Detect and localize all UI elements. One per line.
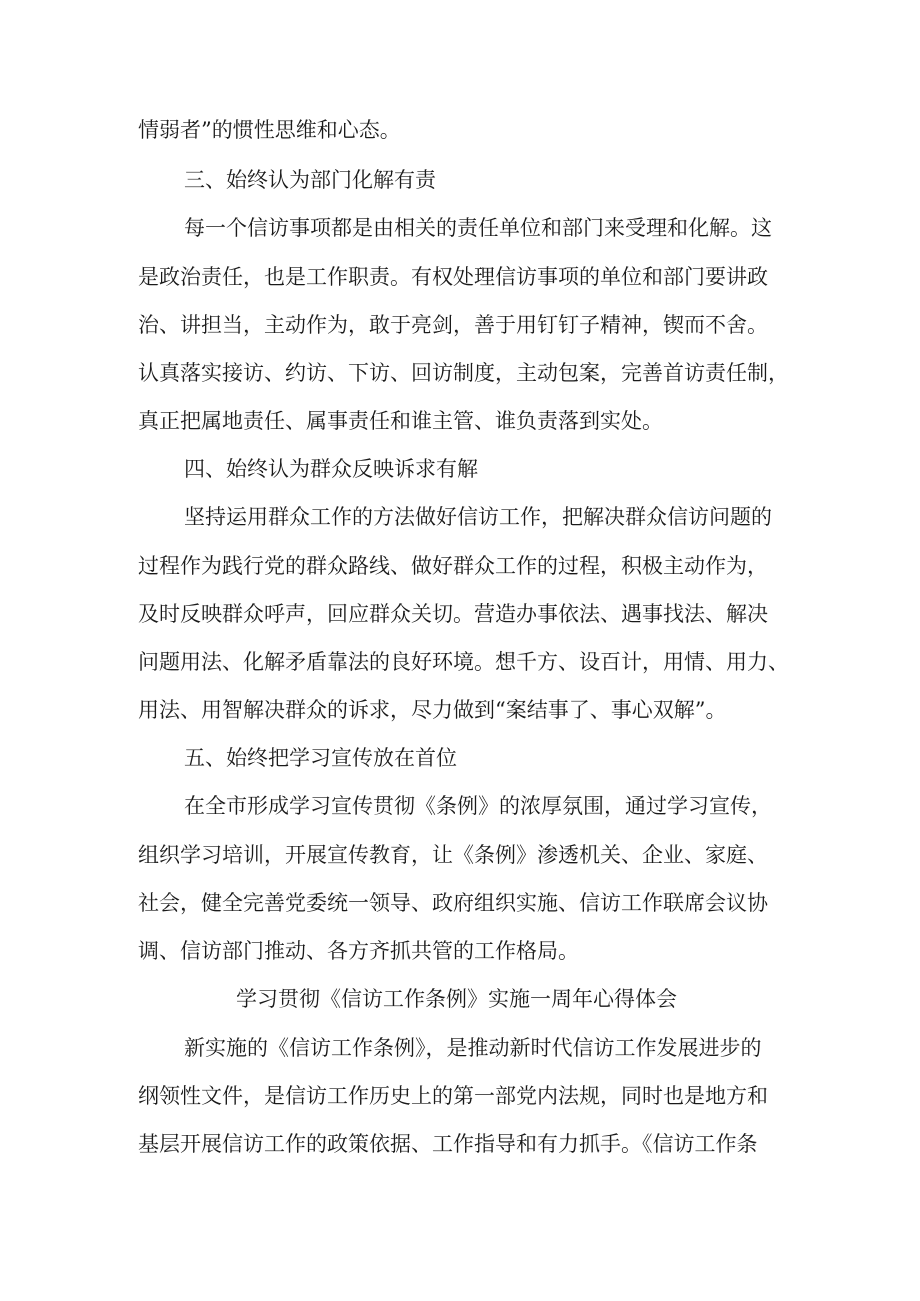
paragraph-line: 问题用法、化解矛盾靠法的良好环境。想千方、设百计，用情、用力、: [138, 650, 789, 674]
paragraph-line: 组织学习培训，开展宣传教育，让《条例》渗透机关、企业、家庭、: [138, 843, 768, 867]
paragraph-line: 过程作为践行党的群众路线、做好群众工作的过程，积极主动作为，: [138, 554, 768, 578]
paragraph-line: 治、讲担当，主动作为，敢于亮剑，善于用钉钉子精神，锲而不舍。: [138, 313, 768, 337]
section-heading-4: 四、始终认为群众反映诉求有解: [184, 457, 478, 481]
paragraph-line: 用法、用智解决群众的诉求，尽力做到“案结事了、事心双解”。: [138, 698, 727, 722]
paragraph-line: 认真落实接访、约访、下访、回访制度，主动包案，完善首访责任制，: [138, 361, 789, 385]
paragraph-line: 及时反映群众呼声，回应群众关切。营造办事依法、遇事找法、解决: [138, 602, 768, 626]
article-title: 学习贯彻《信访工作条例》实施一周年心得体会: [236, 987, 677, 1011]
section-heading-5: 五、始终把学习宣传放在首位: [184, 746, 457, 770]
section-heading-3: 三、始终认为部门化解有责: [184, 168, 436, 192]
paragraph-line: 纲领性文件，是信访工作历史上的第一部党内法规，同时也是地方和: [138, 1084, 768, 1108]
paragraph-line: 在全市形成学习宣传贯彻《条例》的浓厚氛围，通过学习宣传，: [184, 794, 772, 818]
paragraph-line: 真正把属地责任、属事责任和谁主管、谁负责落到实处。: [138, 409, 663, 433]
paragraph-line: 是政治责任，也是工作职责。有权处理信访事项的单位和部门要讲政: [138, 265, 768, 289]
paragraph-line: 坚持运用群众工作的方法做好信访工作，把解决群众信访问题的: [184, 505, 772, 529]
paragraph-line: 新实施的《信访工作条例》，是推动新时代信访工作发展进步的: [184, 1036, 762, 1060]
paragraph-line: 基层开展信访工作的政策依据、工作指导和有力抓手。《信访工作条: [138, 1132, 758, 1156]
paragraph-line: 每一个信访事项都是由相关的责任单位和部门来受理和化解。这: [184, 216, 772, 240]
paragraph-line: 社会，健全完善党委统一领导、政府组织实施、信访工作联席会议协: [138, 891, 768, 915]
paragraph-line: 情弱者”的惯性思维和心态。: [138, 118, 401, 142]
paragraph-line: 调、信访部门推动、各方齐抓共管的工作格局。: [138, 939, 579, 963]
